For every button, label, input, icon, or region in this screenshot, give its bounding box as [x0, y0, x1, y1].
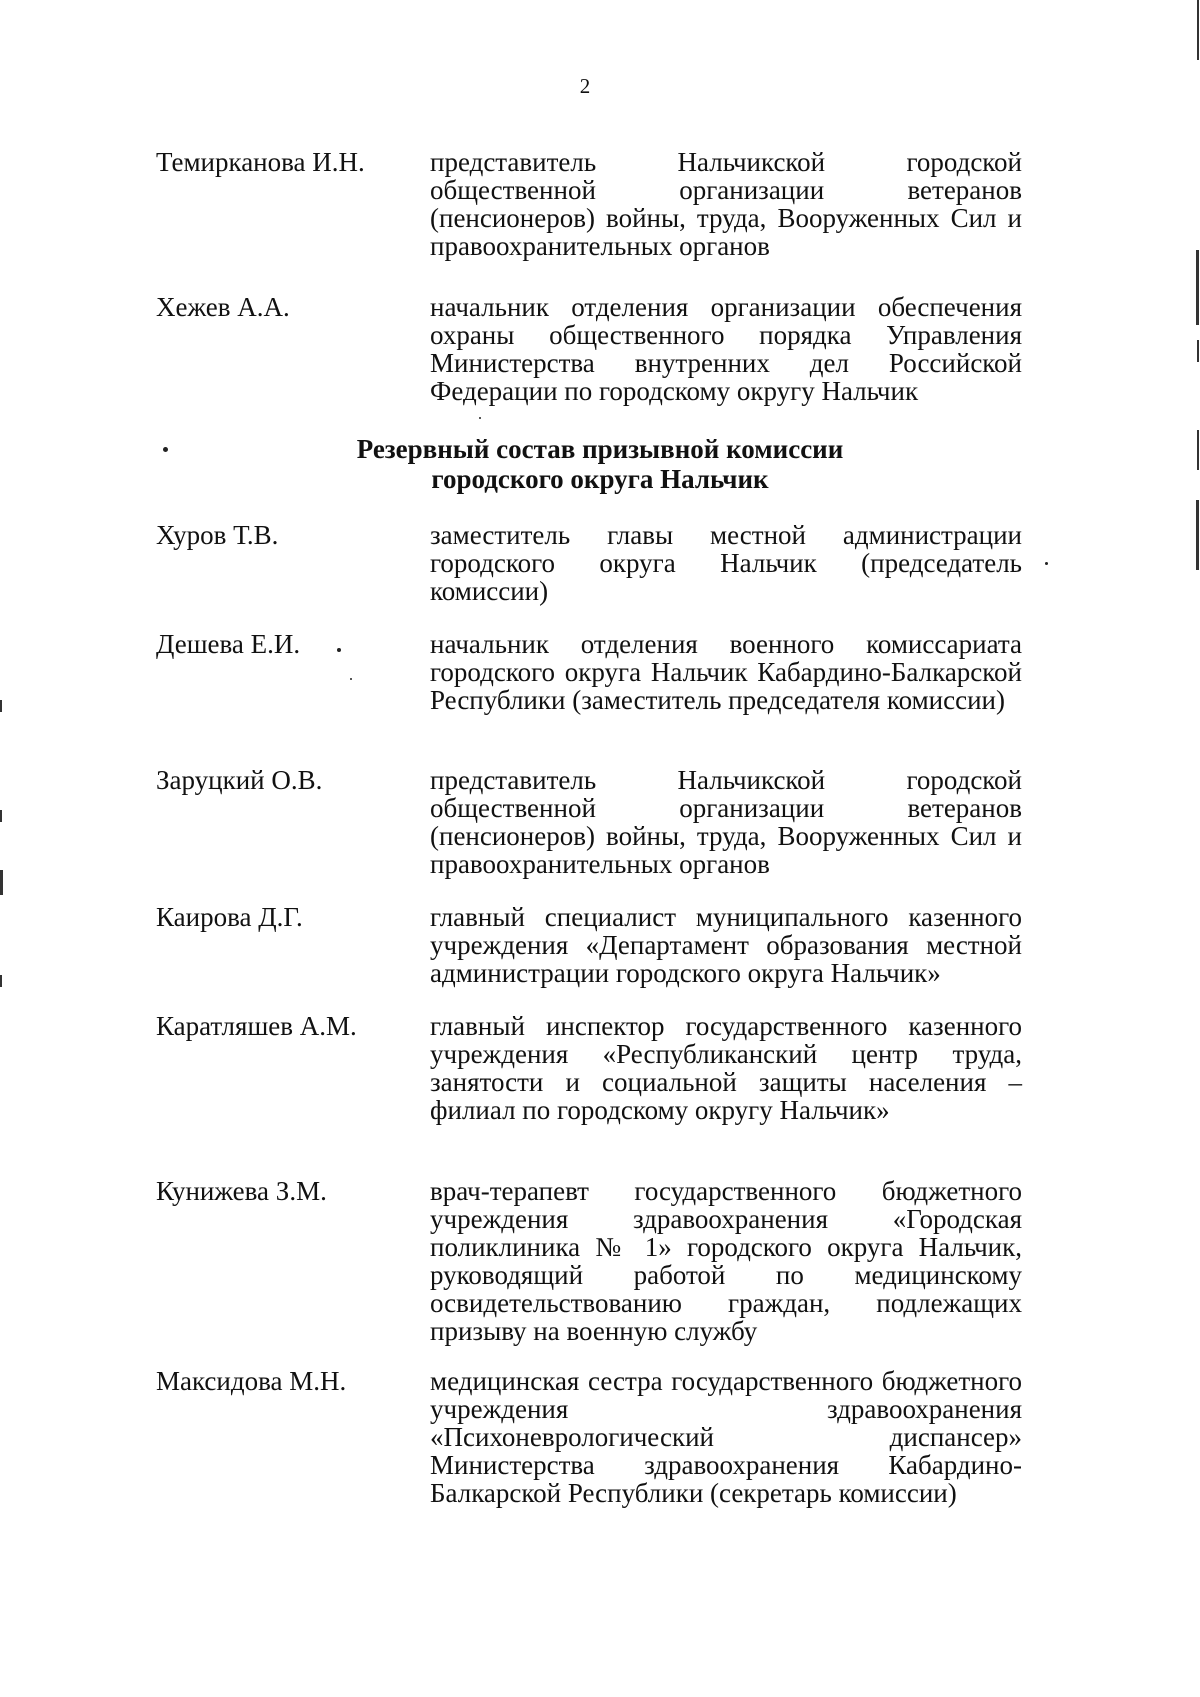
scan-edge-mark — [1196, 500, 1199, 570]
member-name: Хежев А.А. — [156, 292, 290, 322]
member-role: представитель Нальчикской городской общественной организации ветеранов (пенсионеров) войны, труда, Вооруженных Сил и правоохранительных органов — [430, 765, 1022, 879]
reserve-heading-line2: городского округа Нальчик — [431, 464, 769, 494]
scan-speck — [337, 648, 341, 652]
scan-edge-mark — [1197, 430, 1199, 470]
member-role: главный инспектор государственного казенного учреждения «Республиканский центр труда, занятости и социальной защиты населения – филиал по городскому округу Нальчик» — [430, 1011, 1022, 1125]
scan-speck — [1045, 562, 1048, 565]
scan-speck — [350, 678, 352, 680]
member-name: Каирова Д.Г. — [156, 902, 303, 932]
member-name: Максидова М.Н. — [156, 1366, 347, 1396]
member-role: главный специалист муниципального казенного учреждения «Департамент образования местной администрации городского округа Нальчик» — [430, 902, 1022, 988]
member-role: начальник отделения военного комиссариата городского округа Нальчик Кабардино-Балкарской Республики (заместитель председателя комиссии) — [430, 629, 1022, 715]
reserve-section-heading — [0, 434, 1200, 494]
member-role: начальник отделения организации обеспечения охраны общественного порядка Управления Министерства внутренних дел Российской Федерации по городскому округу Нальчик — [430, 292, 1022, 406]
page-number: 2 — [579, 74, 591, 98]
member-role: заместитель главы местной администрации городского округа Нальчик (председатель комиссии) — [430, 520, 1022, 606]
member-role: медицинская сестра государственного бюджетного учреждения здравоохранения «Психоневрологический диспансер» Министерства здравоохранения Кабардино-Балкарской Республики (секретарь комиссии) — [430, 1366, 1022, 1508]
scan-edge-mark — [0, 870, 3, 895]
reserve-heading-line1: Резервный состав призывной комиссии — [356, 434, 844, 464]
scan-edge-mark — [0, 700, 2, 712]
scan-edge-mark — [1196, 250, 1199, 325]
member-name: Хуров Т.В. — [156, 520, 279, 550]
scan-edge-mark — [0, 975, 2, 987]
scan-speck — [479, 417, 481, 419]
member-role: врач-терапевт государственного бюджетного учреждения здравоохранения «Городская поликлиника № 1» городского округа Нальчик, руководящий работой по медицинскому освидетельствованию граждан, подлежащих призыву на военную службу — [430, 1176, 1022, 1346]
scan-speck — [163, 447, 168, 452]
member-name: Дешева Е.И. — [156, 629, 301, 659]
member-name: Кунижева З.М. — [156, 1176, 327, 1206]
member-name: Темирканова И.Н. — [156, 147, 365, 177]
scan-edge-mark — [0, 810, 2, 822]
scan-edge-mark — [1197, 340, 1199, 362]
member-name: Каратляшев А.М. — [156, 1011, 357, 1041]
member-name: Заруцкий О.В. — [156, 765, 323, 795]
member-role: представитель Нальчикской городской общественной организации ветеранов (пенсионеров) войны, труда, Вооруженных Сил и правоохранительных органов — [430, 147, 1022, 261]
scan-edge-mark — [1197, 0, 1199, 60]
